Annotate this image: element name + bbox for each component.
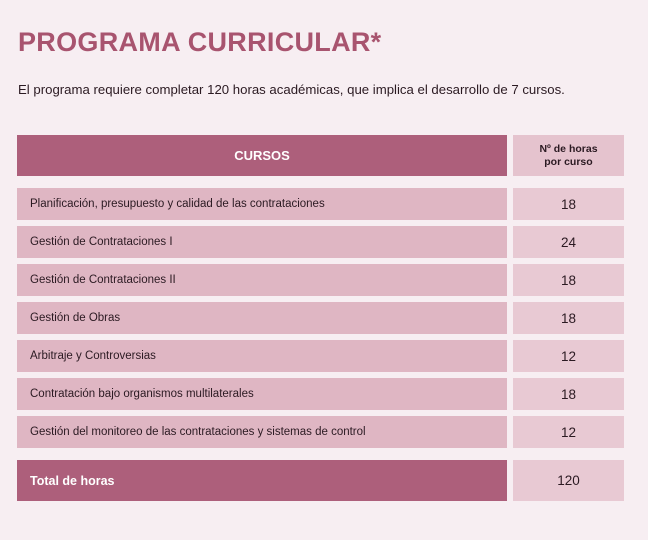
course-hours: 24 [513, 226, 624, 258]
course-hours: 18 [513, 378, 624, 410]
hours-header [513, 135, 624, 176]
course-name: Gestión de Contrataciones I [17, 226, 507, 258]
course-name: Gestión del monitoreo de las contrataciones y sistemas de control [17, 416, 507, 448]
hours-header-line1: Nº de horas [539, 142, 598, 155]
course-hours: 12 [513, 416, 624, 448]
total-hours: 120 [513, 460, 624, 501]
course-hours: 12 [513, 340, 624, 372]
table-row [17, 188, 624, 220]
table-row [17, 340, 624, 372]
course-name: Arbitraje y Controversias [17, 340, 507, 372]
course-name: Planificación, presupuesto y calidad de las contrataciones [17, 188, 507, 220]
courses-header-label: CURSOS [234, 148, 290, 163]
course-name: Gestión de Obras [17, 302, 507, 334]
table-row [17, 226, 624, 258]
intro-text: El programa requiere completar 120 horas académicas, que implica el desarrollo de 7 cursos. [18, 82, 565, 97]
course-hours: 18 [513, 302, 624, 334]
table-row [17, 302, 624, 334]
total-label: Total de horas [17, 460, 507, 501]
course-hours: 18 [513, 188, 624, 220]
course-name: Contratación bajo organismos multilaterales [17, 378, 507, 410]
courses-header [17, 135, 507, 176]
table-row [17, 378, 624, 410]
page-title: PROGRAMA CURRICULAR* [18, 27, 382, 57]
table-row [17, 264, 624, 296]
table-row [17, 416, 624, 448]
total-row [17, 460, 624, 501]
course-hours: 18 [513, 264, 624, 296]
course-name: Gestión de Contrataciones II [17, 264, 507, 296]
hours-header-line2: por curso [544, 155, 593, 168]
